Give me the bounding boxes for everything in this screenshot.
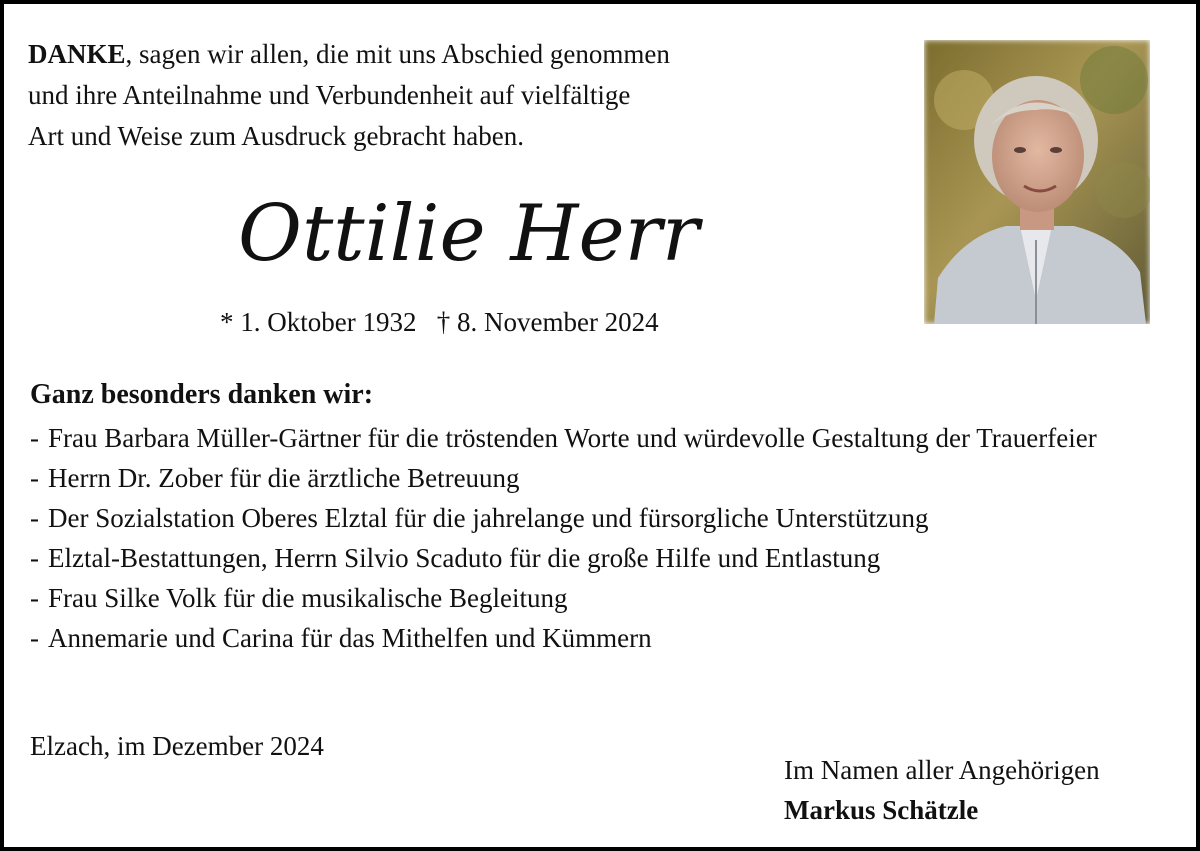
list-item: - Der Sozialstation Oberes Elztal für die jahrelange und fürsorgliche Unterstützung bbox=[30, 498, 1180, 538]
portrait-photo bbox=[924, 40, 1150, 324]
list-item: - Herrn Dr. Zober für die ärztliche Betreuung bbox=[30, 458, 1180, 498]
life-dates: * 1. Oktober 1932 † 8. November 2024 bbox=[220, 307, 659, 337]
list-item: - Frau Barbara Müller-Gärtner für die tröstenden Worte und würdevolle Gestaltung der Trauerfeier bbox=[30, 418, 1180, 458]
list-item: - Elztal-Bestattungen, Herrn Silvio Scaduto für die große Hilfe und Entlastung bbox=[30, 538, 1180, 578]
place-and-date: Elzach, im Dezember 2024 bbox=[30, 731, 324, 761]
thanks-heading: Ganz besonders danken wir: bbox=[30, 379, 374, 410]
deceased-name bbox=[232, 176, 772, 296]
deceased-name-script bbox=[232, 176, 772, 296]
deceased-name-text: Ottilie Herr bbox=[238, 189, 700, 279]
signature-name: Markus Schätzle bbox=[784, 795, 979, 825]
list-item: - Frau Silke Volk für die musikalische Begleitung bbox=[30, 578, 1180, 618]
list-item: - Annemarie und Carina für das Mithelfen und Kümmern bbox=[30, 618, 1180, 658]
intro-lead: DANKE bbox=[28, 39, 126, 69]
signature-block bbox=[784, 750, 1100, 830]
intro-line2: und ihre Anteilnahme und Verbundenheit auf vielfältige bbox=[28, 80, 631, 110]
intro-text bbox=[28, 34, 888, 157]
intro-line3: Art und Weise zum Ausdruck gebracht haben. bbox=[28, 121, 524, 151]
intro-line1: , sagen wir allen, die mit uns Abschied genommen bbox=[125, 39, 670, 69]
signature-line: Im Namen aller Angehörigen bbox=[784, 755, 1100, 785]
thanks-list bbox=[30, 418, 1180, 658]
